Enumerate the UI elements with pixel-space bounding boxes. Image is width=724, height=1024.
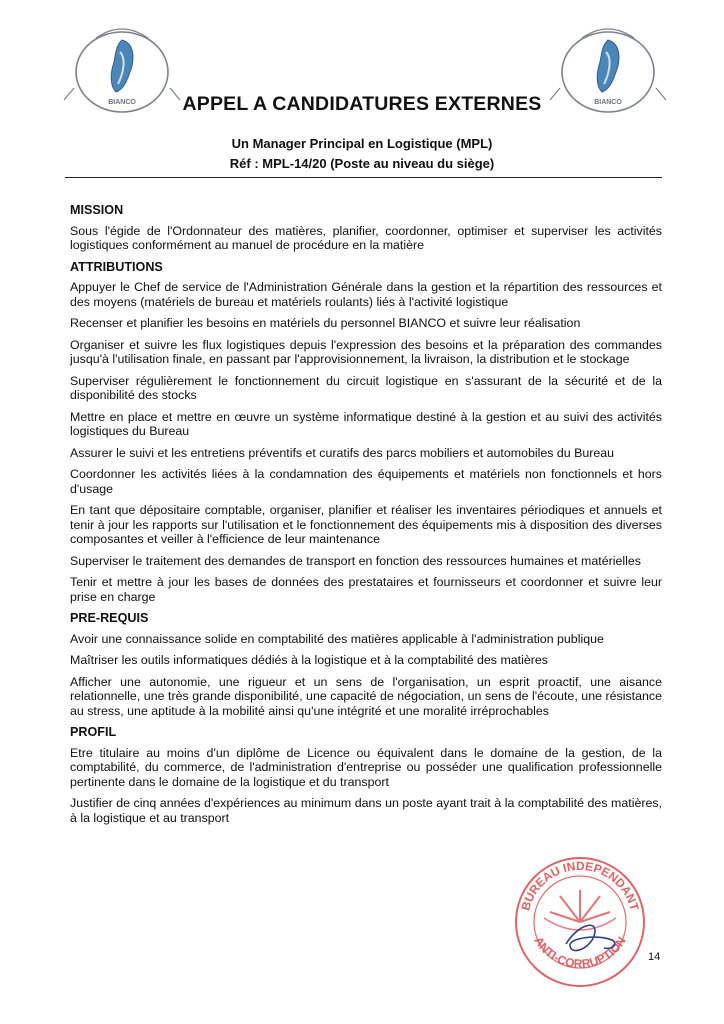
svg-text:BUREAU INDEPENDANT: BUREAU INDEPENDANT	[518, 858, 642, 913]
section-heading: ATTRIBUTIONS	[70, 259, 163, 274]
body-paragraph: Afficher une autonomie, une rigueur et un sens de l'organisation, un esprit proactif, une aisance relationnelle, une très grande disponibilité, une capacité de négociation, un sens de l'écoute, une résistance au stress, une aptitude à la mobilité ainsi qu'une intégrité et une moralité irréprochables	[70, 674, 662, 718]
svg-text:BIANCO: BIANCO	[108, 99, 136, 106]
reference-line: Réf : MPL-14/20 (Poste au niveau du siège)	[229, 156, 495, 171]
body-paragraph: Mettre en place et mettre en œuvre un système informatique destiné à la gestion et au suivi des activités logistiques du Bureau	[70, 409, 662, 438]
body-paragraph: Avoir une connaissance solide en comptabilité des matières applicable à l'administration publique	[70, 631, 604, 646]
body-paragraph: En tant que dépositaire comptable, organiser, planifier et réaliser les inventaires périodiques et annuels et tenir à jour les rapports sur l'utilisation et le fonctionnement des équipements mis à disposition des diverses composantes et veiller à l'efficience de leur maintenance	[70, 503, 662, 546]
section-heading: PROFIL	[70, 725, 117, 739]
body-paragraph: Justifier de cinq années d'expériences au minimum dans un poste ayant trait à la comptabilité des matières, à la logistique et au transport	[70, 796, 662, 825]
body-paragraph: Sous l'égide de l'Ordonnateur des matières, planifier, coordonner, optimiser et superviser les activités logistiques conformément au manuel de procédure en la matière	[70, 223, 662, 252]
body-paragraph: Coordonner les activités liées à la condamnation des équipements et matériels non fonctionnels et hors d'usage	[70, 467, 662, 496]
document-body	[70, 203, 662, 832]
svg-text:ANTI-CORRUPTION: ANTI-CORRUPTION	[531, 934, 629, 971]
svg-text:BIANCO: BIANCO	[594, 99, 622, 106]
body-paragraph: Recenser et planifier les besoins en matériels du personnel BIANCO et suivre leur réalisation	[70, 316, 581, 330]
page-title: APPEL A CANDIDATURES EXTERNES	[182, 93, 542, 115]
body-paragraph: Maîtriser les outils informatiques dédiés à la logistique et à la comptabilité des matières	[70, 653, 548, 667]
body-paragraph: Appuyer le Chef de service de l'Administration Générale dans la gestion et la répartition des ressources et des moyens (matériels de bureau et matériels roulants) liés à l'activité logistique	[70, 280, 662, 309]
body-paragraph: Superviser régulièrement le fonctionnement du circuit logistique en s'assurant de la sécurité et de la disponibilité des stocks	[70, 373, 662, 402]
body-paragraph: Organiser et suivre les flux logistiques depuis l'expression des besoins et la préparation des commandes jusqu'à l'utilisation finale, en passant par l'approvisionnement, la livraison, la distribution et le stockage	[70, 337, 662, 366]
body-paragraph: Tenir et mettre à jour les bases de données des prestataires et fournisseurs et coordonner et suivre leur prise en charge	[70, 575, 662, 604]
header-divider	[65, 177, 662, 178]
section-heading: PRE-REQUIS	[70, 611, 149, 625]
body-paragraph: Superviser le traitement des demandes de transport en fonction des ressources humaines et matérielles	[70, 553, 641, 568]
body-paragraph: Assurer le suivi et les entretiens préventifs et curatifs des parcs mobiliers et automobiles du Bureau	[70, 445, 615, 460]
official-stamp	[508, 852, 653, 990]
page-number: 14	[648, 951, 661, 963]
position-title: Un Manager Principal en Logistique (MPL)	[231, 136, 493, 151]
section-heading: MISSION	[70, 203, 124, 217]
body-paragraph: Etre titulaire au moins d'un diplôme de Licence ou équivalent dans le domaine de la gestion, de la comptabilité, du commerce, de l'administration d'entreprise ou posséder une qualification professionnelle pertinente dans le domaine de la logistique et du transport	[70, 745, 662, 789]
